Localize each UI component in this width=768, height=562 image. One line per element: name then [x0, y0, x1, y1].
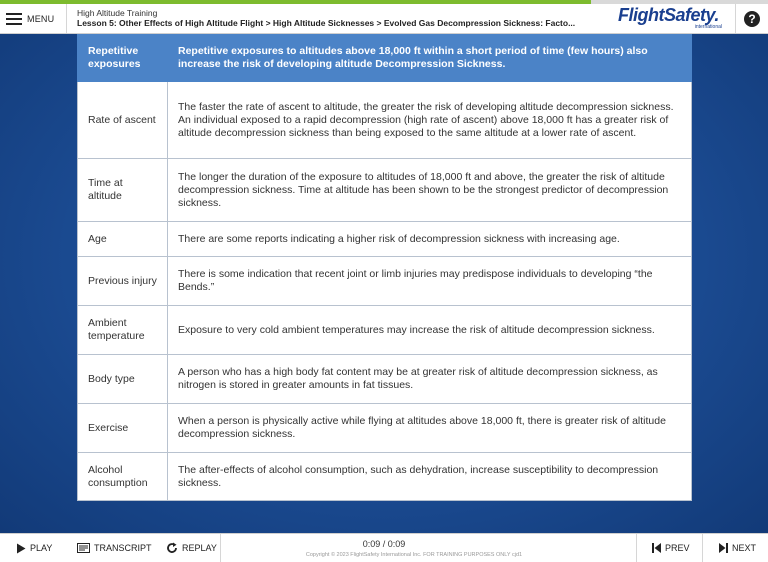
table-cell-label: Rate of ascent	[78, 82, 168, 159]
next-icon	[719, 543, 728, 553]
playback-time: 0:09 / 0:09	[362, 539, 406, 549]
help-button[interactable]	[735, 4, 768, 33]
table-cell-label: Ambient temperature	[78, 306, 168, 355]
table-cell-text: The after-effects of alcohol consumption, such as dehydration, increase susceptibility to decompression sickness.	[168, 453, 692, 501]
table-cell-label: Time at altitude	[78, 159, 168, 222]
table-row	[78, 222, 692, 257]
hamburger-icon	[6, 13, 22, 25]
slide-stage	[0, 34, 768, 533]
divider	[636, 534, 637, 562]
play-label: PLAY	[30, 543, 53, 553]
course-title: High Altitude Training	[77, 8, 158, 18]
top-bar	[0, 4, 768, 34]
table-cell-text: The faster the rate of ascent to altitude, the greater the risk of developing altitude decompression sickness. An individual exposed to a rapid decompression (high rate of ascent) above 18,000 ft has a greater risk of altitude decompression sickness than being exposed to the same altitude at a lower rate of ascent.	[168, 82, 692, 159]
flightsafety-logo	[618, 5, 726, 33]
table-cell-text: There are some reports indicating a higher risk of decompression sickness with increasing age.	[168, 222, 692, 257]
menu-label: MENU	[27, 13, 55, 24]
transcript-label: TRANSCRIPT	[94, 543, 152, 553]
help-icon: ?	[744, 11, 760, 27]
table-cell-label: Age	[78, 222, 168, 257]
table-header-row	[78, 35, 692, 82]
table-cell-text: The longer the duration of the exposure to altitudes of 18,000 ft and above, the greater the risk of altitude decompression sickness. Time at altitude has been shown to be the strongest predictor of decompression sickness.	[168, 159, 692, 222]
table-cell-text: When a person is physically active while flying at altitudes above 18,000 ft, there is greater risk of altitude decompression sickness.	[168, 404, 692, 453]
prev-label: PREV	[665, 543, 690, 553]
table-row	[78, 355, 692, 404]
prev-button[interactable]	[652, 534, 690, 562]
logo-text: FlightSafety.	[618, 5, 719, 25]
table-row	[78, 404, 692, 453]
table-cell-label: Body type	[78, 355, 168, 404]
copyright-text: Copyright © 2023 FlightSafety International Inc. FOR TRAINING PURPOSES ONLY cjd1	[305, 552, 523, 558]
table-row	[78, 82, 692, 159]
table-cell-label: Previous injury	[78, 257, 168, 306]
table-cell-label: Exercise	[78, 404, 168, 453]
next-button[interactable]	[719, 534, 756, 562]
table-row	[78, 159, 692, 222]
table-cell-label: Alcohol consumption	[78, 453, 168, 501]
table-cell-text: There is some indication that recent joint or limb injuries may predispose individuals to developing “the Bends.”	[168, 257, 692, 306]
next-label: NEXT	[732, 543, 757, 553]
table-row	[78, 257, 692, 306]
menu-button[interactable]	[0, 4, 67, 33]
breadcrumb: Lesson 5: Other Effects of High Altitude Flight > High Altitude Sicknesses > Evolved Gas Decompression Sickness: Facto...	[77, 18, 576, 28]
divider	[702, 534, 703, 562]
table-cell-text: Repetitive exposures to altitudes above 18,000 ft within a short period of time (few hours) also increase the risk of developing altitude Decompression Sickness.	[168, 35, 692, 82]
table-row	[78, 453, 692, 501]
replay-label: REPLAY	[182, 543, 217, 553]
prev-icon	[652, 543, 661, 553]
table-cell-text: Exposure to very cold ambient temperatures may increase the risk of altitude decompression sickness.	[168, 306, 692, 355]
risk-factors-table	[77, 34, 692, 501]
bottom-bar	[0, 533, 768, 562]
course-info	[77, 8, 612, 29]
table-cell-text: A person who has a high body fat content may be at greater risk of altitude decompression sickness, as nitrogen is stored in greater amounts in fat tissues.	[168, 355, 692, 404]
logo-subtext: international	[694, 24, 722, 30]
table-cell-label: Repetitive exposures	[78, 35, 168, 82]
table-row	[78, 306, 692, 355]
